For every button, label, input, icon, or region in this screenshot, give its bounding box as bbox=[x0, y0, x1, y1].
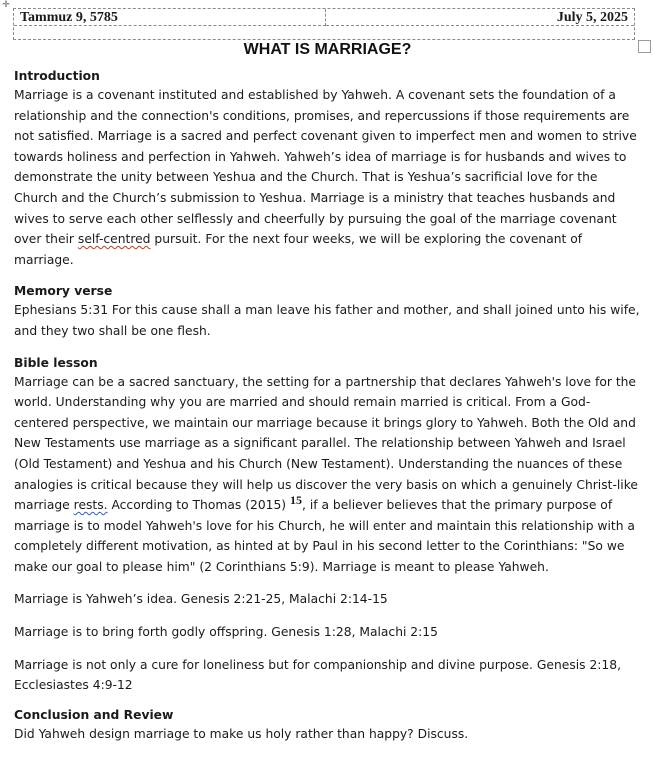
memory-verse-text: Ephesians 5:31 For this cause shall a man leave his father and mother, and shall joined unto his wife, and they two shall be one flesh. bbox=[14, 303, 640, 338]
introduction-paragraph bbox=[14, 85, 642, 270]
point-item: Marriage is not only a cure for loneliness but for companionship and divine purpose. Genesis 2:18, Ecclesiastes 4:9-12 bbox=[14, 657, 621, 693]
introduction-text: Marriage is a covenant instituted and established by Yahweh. A covenant sets the foundation of a relationship and the connection's conditions, promises, and repercussions if those requirements are not satisfied. Marriage is a sacred and perfect covenant given to imperfect men and women to strive towards holiness and perfection in Yahweh. Yahweh’s idea of marriage is for husbands and wives to demonstrate the unity between Yeshua and the Church. That is Yeshua’s sacrificial love for the Church and the Church’s submission to Yeshua. Marriage is a ministry that teaches husbands and wives to serve each other selflessly and cheerfully by pursuing the goal of the marriage covenant over their bbox=[14, 88, 637, 247]
page-title: WHAT IS MARRIAGE? bbox=[243, 41, 412, 58]
bible-lesson-heading: Bible lesson bbox=[14, 355, 98, 370]
conclusion-heading: Conclusion and Review bbox=[14, 707, 174, 722]
gregorian-date: July 5, 2025 bbox=[326, 9, 634, 26]
hebrew-date: Tammuz 9, 5785 bbox=[14, 9, 326, 26]
spelling-flagged-word[interactable]: self-centred bbox=[77, 232, 151, 247]
document-body bbox=[14, 67, 642, 744]
bible-lesson-text-mid: According to Thomas (2015) bbox=[107, 498, 290, 513]
header-table bbox=[13, 8, 635, 40]
bible-lesson-paragraph bbox=[14, 372, 642, 578]
grammar-flagged-word[interactable]: rests. bbox=[73, 498, 108, 513]
point-item: Marriage is Yahweh’s idea. Genesis 2:21-25, Malachi 2:14-15 bbox=[14, 592, 388, 607]
introduction-heading: Introduction bbox=[14, 69, 100, 83]
point-item: Marriage is to bring forth godly offspring. Genesis 1:28, Malachi 2:15 bbox=[14, 625, 438, 640]
conclusion-text: Did Yahweh design marriage to make us holy rather than happy? Discuss. bbox=[14, 726, 469, 741]
citation-superscript: 15 bbox=[290, 493, 302, 508]
introduction-text-end: pursuit. For the next four weeks, we will be exploring the covenant of marriage. bbox=[14, 232, 583, 267]
memory-verse-heading: Memory verse bbox=[14, 284, 113, 299]
bible-lesson-text-end: , if a believer believes that the primary purpose of marriage is to model Yahweh's love for his Church, he will enter and maintain this relationship with a completely different motivation, as hinted at by Paul in his second letter to the Corinthians: "So we make our goal to please him" (2 Corinthians 5:9). Marriage is meant to please Yahweh. bbox=[14, 498, 635, 574]
bible-lesson-text: Marriage can be a sacred sanctuary, the setting for a partnership that declares Yahweh's love for the world. Understanding why you are married and should remain married is critical. From a God-centered perspective, we maintain our marriage because it brings glory to Yahweh. Both the Old and New Testaments use marriage as a significant parallel. The relationship between Yahweh and Israel (Old Testament) and Yeshua and his Church (New Testament). Understanding the nuances of these analogies is critical because they will help us discover the very basis on which a genuinely Christ-like marriage bbox=[14, 374, 638, 513]
table-move-handle-icon[interactable]: ✛ bbox=[2, 0, 10, 10]
